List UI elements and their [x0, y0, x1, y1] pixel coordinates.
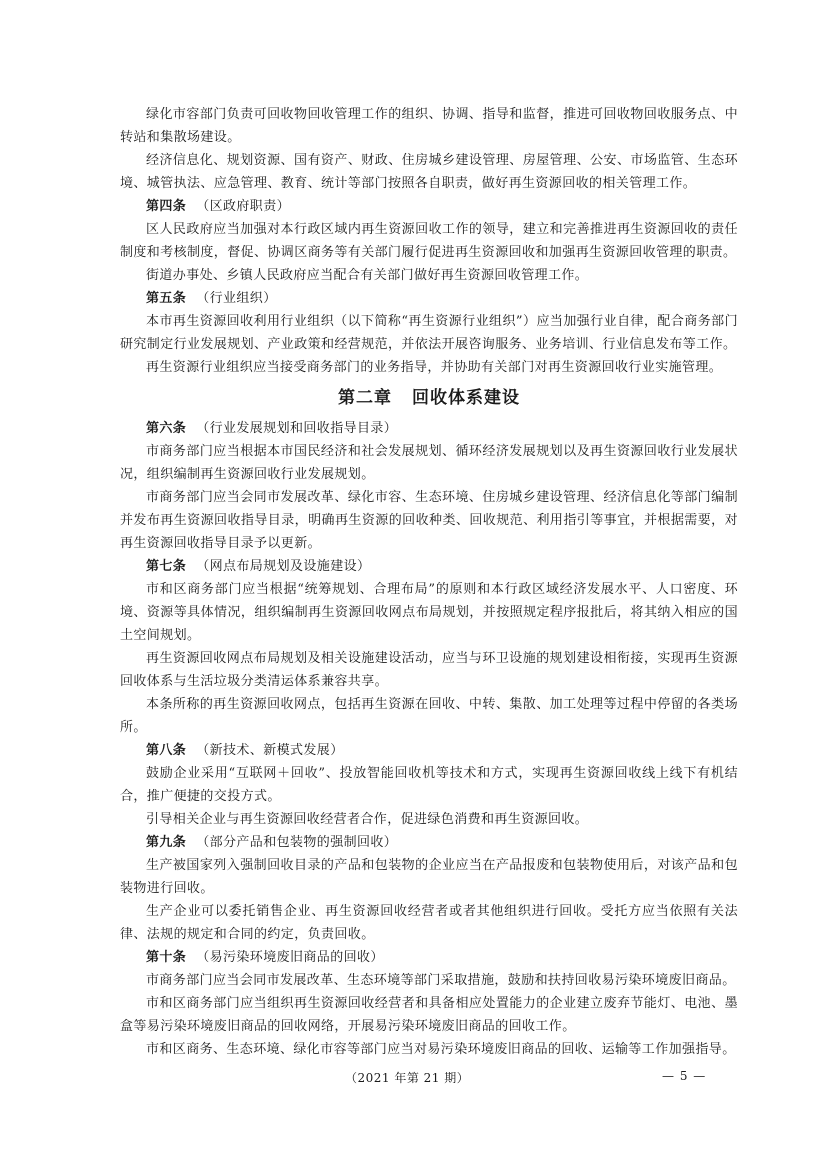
article-number: 第七条	[146, 559, 187, 574]
paragraph: 引导相关企业与再生资源回收经营者合作，促进绿色消费和再生资源回收。	[146, 812, 589, 827]
article-title: （新技术、新模式发展）	[196, 743, 344, 758]
article-title: （行业发展规划和回收指导目录）	[196, 421, 398, 436]
paragraph: 市和区商务部门应当根据“统筹规划、合理布局”的原则和本行政区域经济发展水平、人口密度、环境、资源等具体情况，组织编制再生资源回收网点布局规划，并按照规定程序报批后，将其纳入相应的国土空间规划。	[120, 582, 738, 643]
paragraph: 市和区商务部门应当组织再生资源回收经营者和具备相应处置能力的企业建立废弃节能灯、电池、墨盒等易污染环境废旧商品的回收网络，开展易污染环境废旧商品的回收工作。	[120, 996, 738, 1034]
article-number: 第五条	[146, 291, 187, 306]
paragraph: 区人民政府应当加强对本行政区域内再生资源回收工作的领导，建立和完善推进再生资源回收的责任制度和考核制度，督促、协调区商务等有关部门履行促进再生资源回收和加强再生资源回收管理的职责。	[120, 222, 738, 260]
article-heading-7	[120, 555, 738, 578]
paragraph: 市商务部门应当会同市发展改革、绿化市容、生态环境、住房城乡建设管理、经济信息化等部门编制并发布再生资源回收指导目录，明确再生资源的回收种类、回收规范、利用指引等事宜，并根据需要，对再生资源回收指导目录予以更新。	[120, 490, 738, 551]
article-heading-8	[120, 739, 738, 762]
article-number: 第八条	[146, 743, 187, 758]
page-number: — 5 —	[662, 1069, 707, 1083]
paragraph: 本条所称的再生资源回收网点，包括再生资源在回收、中转、集散、加工处理等过程中停留的各类场所。	[120, 697, 738, 735]
paragraph: 鼓励企业采用“互联网＋回收”、投放智能回收机等技术和方式，实现再生资源回收线上线下有机结合，推广便捷的交投方式。	[120, 766, 738, 804]
paragraph: 经济信息化、规划资源、国有资产、财政、住房城乡建设管理、房屋管理、公安、市场监管、生态环境、城管执法、应急管理、教育、统计等部门按照各自职责，做好再生资源回收的相关管理工作。	[120, 153, 738, 191]
article-number: 第十条	[146, 950, 187, 965]
article-heading-5	[120, 287, 738, 310]
chapter-title: 回收体系建设	[412, 388, 520, 408]
article-number: 第四条	[146, 199, 187, 214]
paragraph: 再生资源行业组织应当接受商务部门的业务指导，并协助有关部门对再生资源回收行业实施管理。	[146, 360, 723, 375]
article-title: （区政府职责）	[196, 199, 291, 214]
paragraph: 街道办事处、乡镇人民政府应当配合有关部门做好再生资源回收管理工作。	[146, 268, 589, 283]
paragraph: 生产企业可以委托销售企业、再生资源回收经营者或者其他组织进行回收。受托方应当依照有关法律、法规的规定和合同的约定，负责回收。	[120, 904, 738, 942]
paragraph: 再生资源回收网点布局规划及相关设施建设活动，应当与环卫设施的规划建设相衔接，实现再生资源回收体系与生活垃圾分类清运体系兼容共享。	[120, 651, 738, 689]
article-number: 第九条	[146, 835, 187, 850]
article-heading-10	[120, 946, 738, 969]
paragraph: 绿化市容部门负责可回收物回收管理工作的组织、协调、指导和监督，推进可回收物回收服务点、中转站和集散场建设。	[120, 107, 738, 145]
article-heading-6	[120, 417, 738, 440]
chapter-number: 第二章	[338, 388, 392, 408]
paragraph: 市商务部门应当根据本市国民经济和社会发展规划、循环经济发展规划以及再生资源回收行业发展状况，组织编制再生资源回收行业发展规划。	[120, 444, 738, 482]
article-title: （网点布局规划及设施建设）	[196, 559, 371, 574]
paragraph: 市和区商务、生态环境、绿化市容等部门应当对易污染环境废旧商品的回收、运输等工作加强指导。	[146, 1042, 736, 1057]
article-number: 第六条	[146, 421, 187, 436]
article-title: （行业组织）	[196, 291, 277, 306]
article-title: （部分产品和包装物的强制回收）	[196, 835, 398, 850]
paragraph: 市商务部门应当会同市发展改革、生态环境等部门采取措施，鼓励和扶持回收易污染环境废旧商品。	[146, 973, 736, 988]
article-heading-4	[120, 195, 738, 218]
article-title: （易污染环境废旧商品的回收）	[196, 950, 384, 965]
article-heading-9	[120, 831, 738, 854]
issue-label: （2021 年第 21 期）	[345, 1071, 470, 1085]
chapter-heading	[120, 385, 738, 411]
paragraph: 生产被国家列入强制回收目录的产品和包装物的企业应当在产品报废和包装物使用后，对该产品和包装物进行回收。	[120, 858, 738, 896]
document-body	[120, 103, 738, 1061]
paragraph: 本市再生资源回收利用行业组织（以下简称“再生资源行业组织”）应当加强行业自律，配合商务部门研究制定行业发展规划、产业政策和经营规范，并依法开展咨询服务、业务培训、行业信息发布等工作。	[120, 314, 738, 352]
